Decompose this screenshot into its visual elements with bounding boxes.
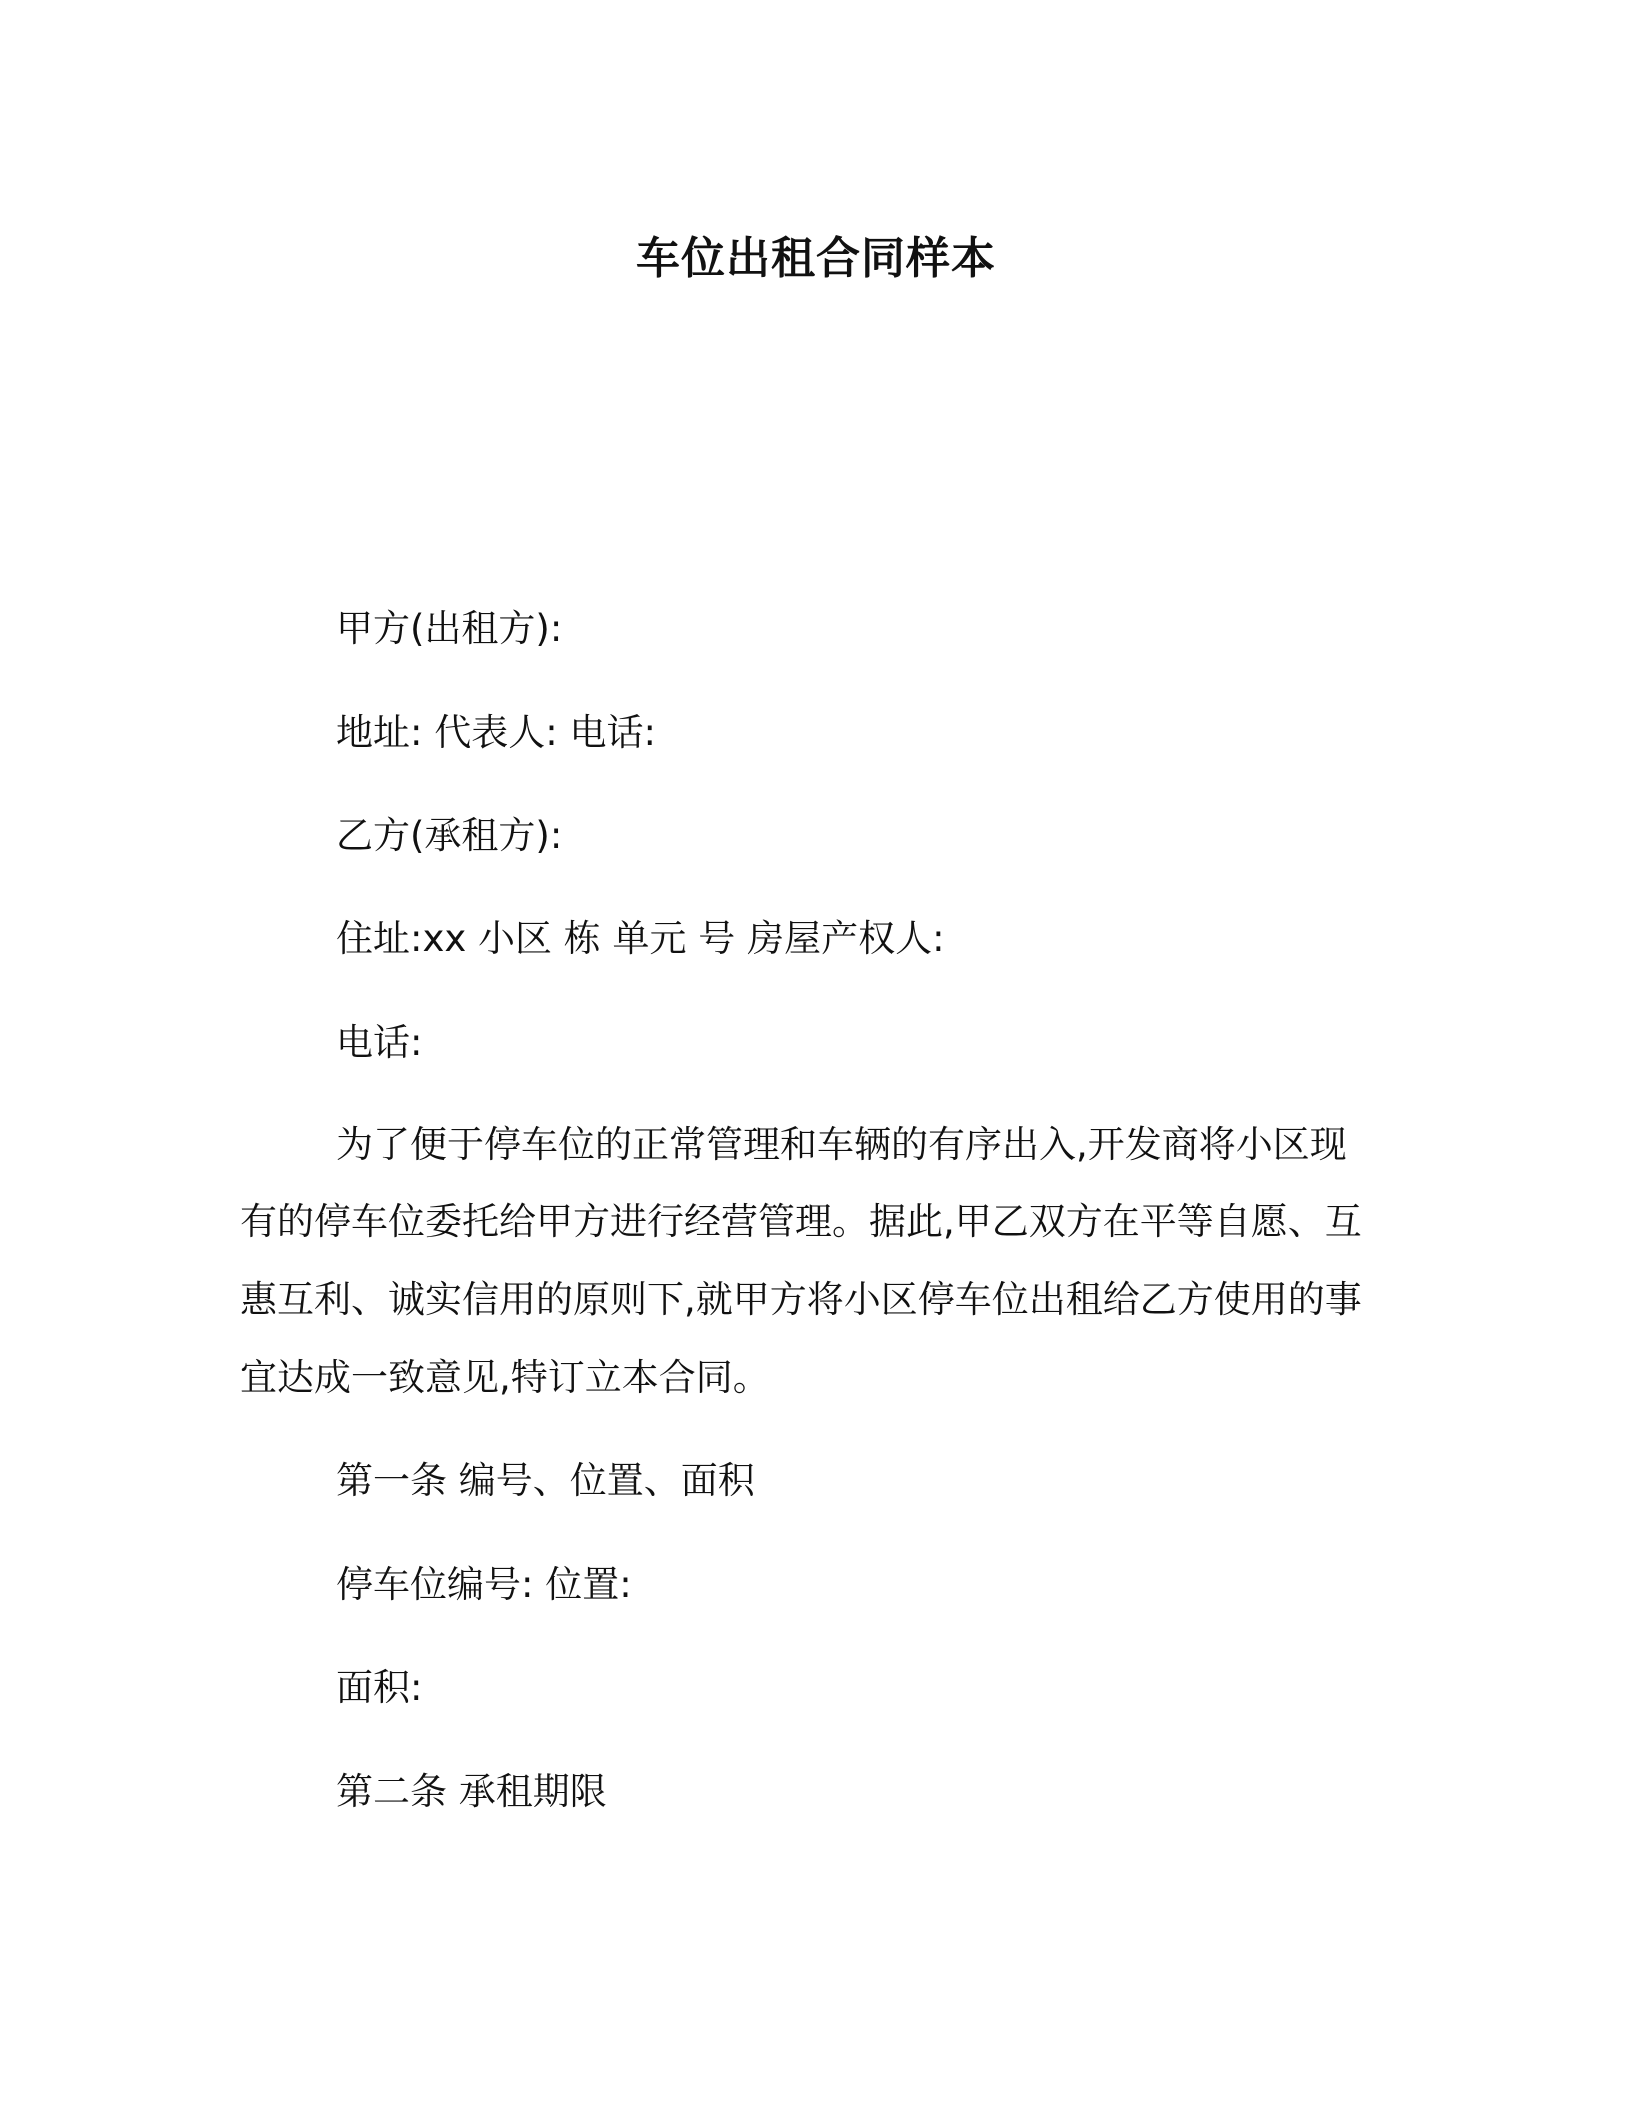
intro-line-3: 惠互利、诚实信用的原则下,就甲方将小区停车位出租给乙方使用的事 [240,1278,1362,1321]
party-b-address: 住址:xx 小区 栋 单元 号 房屋产权人: [336,917,945,960]
party-b-phone: 电话: [336,1021,423,1064]
article-1-area: 面积: [336,1666,423,1709]
document-title: 车位出租合同样本 [636,233,996,284]
intro-line-2: 有的停车位委托给甲方进行经营管理。据此,甲乙双方在平等自愿、互 [240,1200,1362,1243]
intro-line-1: 为了便于停车位的正常管理和车辆的有序出入,开发商将小区现 [336,1123,1347,1166]
article-2-heading: 第二条 承租期限 [336,1770,607,1813]
article-1-number-location: 停车位编号: 位置: [336,1563,632,1606]
party-a-label: 甲方(出租方): [336,607,563,650]
party-b-label: 乙方(承租方): [336,814,563,857]
party-a-details: 地址: 代表人: 电话: [336,711,656,754]
intro-paragraph [240,1114,1390,1414]
intro-line-4: 宜达成一致意见,特订立本合同。 [240,1356,770,1399]
article-1-heading: 第一条 编号、位置、面积 [336,1459,755,1502]
